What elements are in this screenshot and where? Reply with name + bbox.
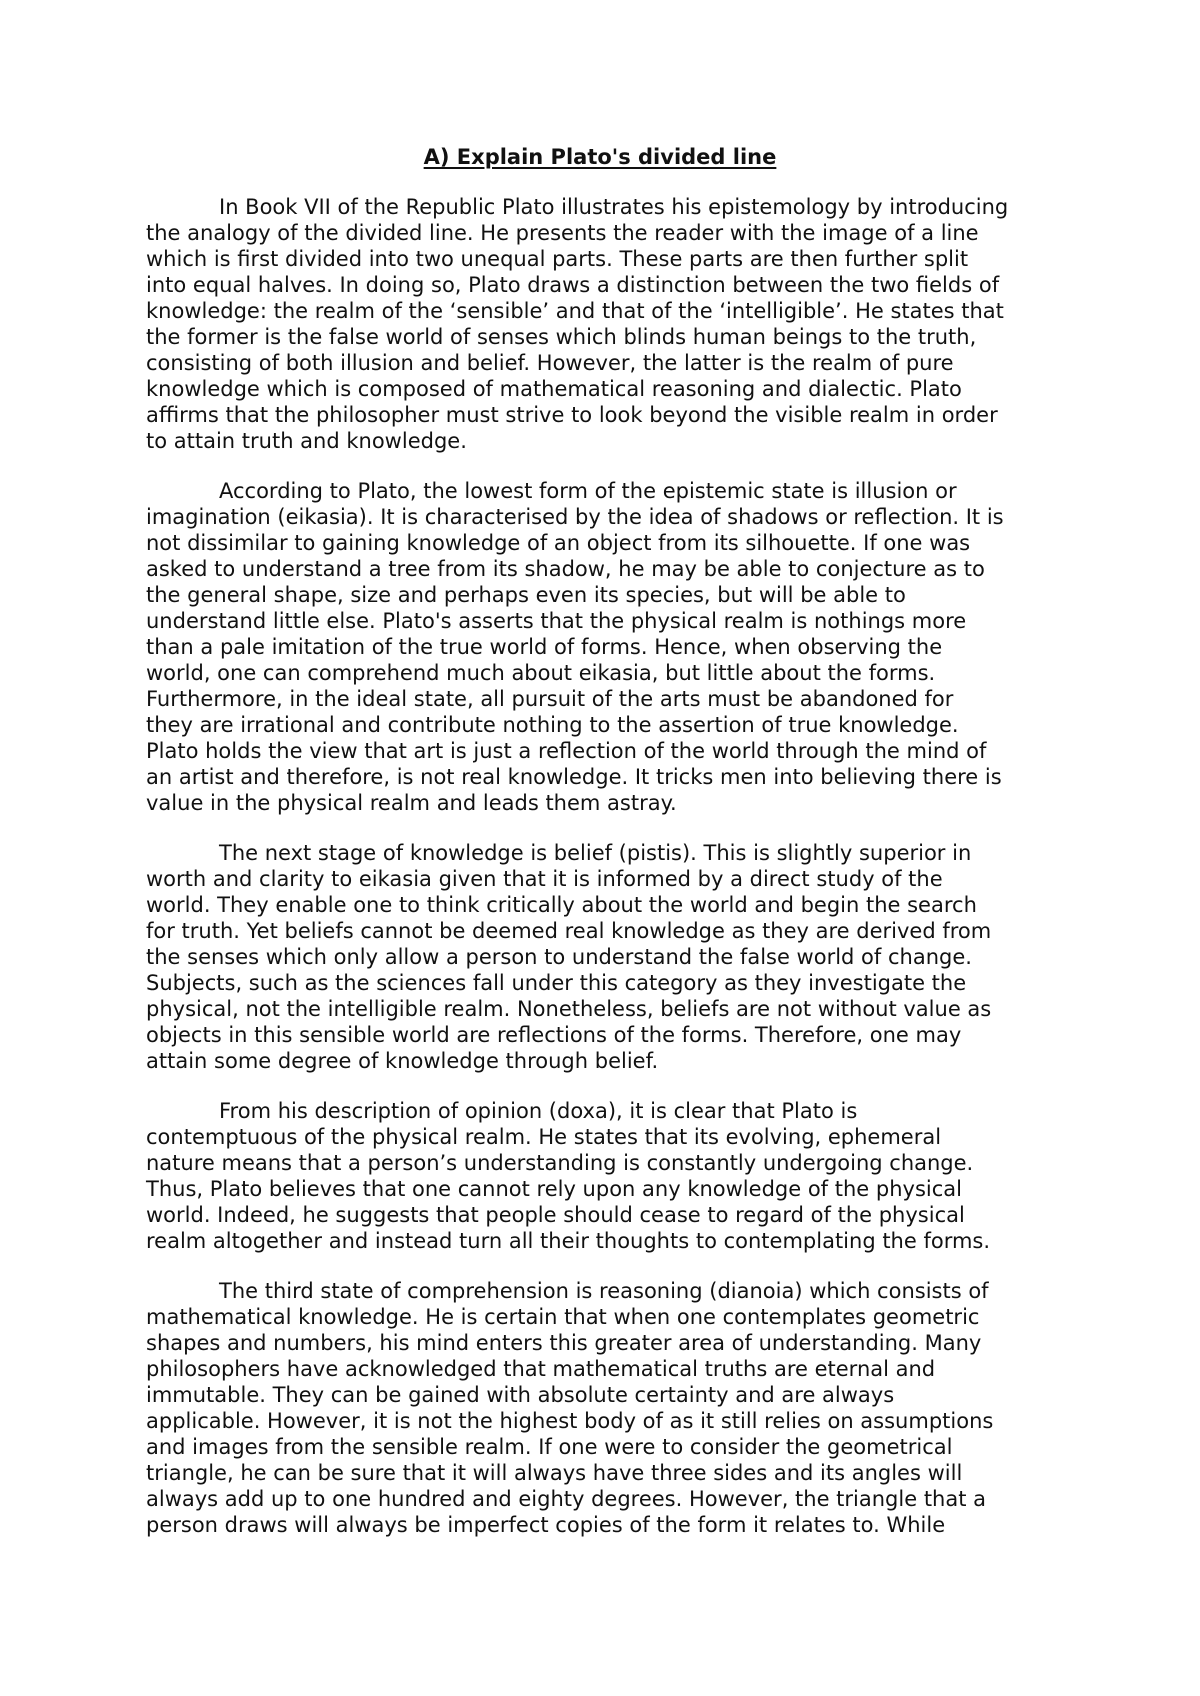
paragraph-line: world, one can comprehend much about eikasia, but little about the forms. xyxy=(146,661,936,685)
paragraph-line: the analogy of the divided line. He presents the reader with the image of a line xyxy=(146,221,979,245)
paragraph-line: to attain truth and knowledge. xyxy=(146,429,467,453)
paragraph-line: the senses which only allow a person to understand the false world of change. xyxy=(146,945,972,969)
paragraph-line: Furthermore, in the ideal state, all pursuit of the arts must be abandoned for xyxy=(146,687,954,711)
paragraph-line: and images from the sensible realm. If one were to consider the geometrical xyxy=(146,1435,953,1459)
paragraph-line: philosophers have acknowledged that mathematical truths are eternal and xyxy=(146,1357,936,1381)
paragraph-line: value in the physical realm and leads them astray. xyxy=(146,791,677,815)
paragraph-line: understand little else. Plato's asserts that the physical realm is nothings more xyxy=(146,609,967,633)
paragraph-line: Plato holds the view that art is just a reflection of the world through the mind of xyxy=(146,739,987,763)
paragraph-line: knowledge which is composed of mathematical reasoning and dialectic. Plato xyxy=(146,377,962,401)
paragraph-line: The next stage of knowledge is belief (pistis). This is slightly superior in xyxy=(219,841,972,865)
document-body xyxy=(146,194,1066,1562)
paragraph-line: physical, not the intelligible realm. Nonetheless, beliefs are not without value as xyxy=(146,997,992,1021)
paragraph-line: affirms that the philosopher must strive to look beyond the visible realm in order xyxy=(146,403,998,427)
paragraph xyxy=(146,478,1066,816)
paragraph-line: world. They enable one to think critically about the world and begin the search xyxy=(146,893,977,917)
paragraph-line: immutable. They can be gained with absolute certainty and are always xyxy=(146,1383,895,1407)
paragraph-line: applicable. However, it is not the highest body of as it still relies on assumptions xyxy=(146,1409,994,1433)
paragraph-line: the general shape, size and perhaps even its species, but will be able to xyxy=(146,583,906,607)
paragraph-line: into equal halves. In doing so, Plato draws a distinction between the two fields of xyxy=(146,273,1000,297)
paragraph xyxy=(146,1098,1066,1254)
paragraph-line: Thus, Plato believes that one cannot rely upon any knowledge of the physical xyxy=(146,1177,962,1201)
paragraph-line: imagination (eikasia). It is characterised by the idea of shadows or reflection. It is xyxy=(146,505,1004,529)
paragraph-line: asked to understand a tree from its shadow, he may be able to conjecture as to xyxy=(146,557,985,581)
paragraph-line: they are irrational and contribute nothing to the assertion of true knowledge. xyxy=(146,713,959,737)
paragraph-line: knowledge: the realm of the ‘sensible’ and that of the ‘intelligible’. He states that xyxy=(146,299,1004,323)
paragraph-line: an artist and therefore, is not real knowledge. It tricks men into believing there is xyxy=(146,765,1002,789)
paragraph-line: for truth. Yet beliefs cannot be deemed real knowledge as they are derived from xyxy=(146,919,992,943)
paragraph-line: Subjects, such as the sciences fall under this category as they investigate the xyxy=(146,971,967,995)
paragraph-line: objects in this sensible world are reflections of the forms. Therefore, one may xyxy=(146,1023,962,1047)
paragraph-line: attain some degree of knowledge through belief. xyxy=(146,1049,659,1073)
paragraph-line: person draws will always be imperfect copies of the form it relates to. While xyxy=(146,1513,946,1537)
paragraph xyxy=(146,840,1066,1074)
paragraph-line: than a pale imitation of the true world of forms. Hence, when observing the xyxy=(146,635,943,659)
paragraph-line: which is first divided into two unequal parts. These parts are then further split xyxy=(146,247,969,271)
paragraph-line: the former is the false world of senses which blinds human beings to the truth, xyxy=(146,325,977,349)
paragraph xyxy=(146,1278,1066,1538)
paragraph-line: contemptuous of the physical realm. He states that its evolving, ephemeral xyxy=(146,1125,942,1149)
paragraph xyxy=(146,194,1066,454)
paragraph-line: realm altogether and instead turn all their thoughts to contemplating the forms. xyxy=(146,1229,991,1253)
paragraph-line: always add up to one hundred and eighty degrees. However, the triangle that a xyxy=(146,1487,987,1511)
paragraph-line: In Book VII of the Republic Plato illustrates his epistemology by introducing xyxy=(219,195,1009,219)
paragraph-line: consisting of both illusion and belief. However, the latter is the realm of pure xyxy=(146,351,954,375)
paragraph-line: From his description of opinion (doxa), it is clear that Plato is xyxy=(219,1099,858,1123)
paragraph-line: The third state of comprehension is reasoning (dianoia) which consists of xyxy=(219,1279,989,1303)
paragraph-line: worth and clarity to eikasia given that it is informed by a direct study of the xyxy=(146,867,943,891)
paragraph-line: triangle, he can be sure that it will always have three sides and its angles will xyxy=(146,1461,963,1485)
paragraph-line: nature means that a person’s understanding is constantly undergoing change. xyxy=(146,1151,974,1175)
paragraph-line: mathematical knowledge. He is certain that when one contemplates geometric xyxy=(146,1305,980,1329)
paragraph-line: According to Plato, the lowest form of the epistemic state is illusion or xyxy=(219,479,957,503)
paragraph-line: world. Indeed, he suggests that people should cease to regard of the physical xyxy=(146,1203,965,1227)
document-title: A) Explain Plato's divided line xyxy=(423,145,777,169)
paragraph-line: shapes and numbers, his mind enters this greater area of understanding. Many xyxy=(146,1331,982,1355)
paragraph-line: not dissimilar to gaining knowledge of an object from its silhouette. If one was xyxy=(146,531,971,555)
